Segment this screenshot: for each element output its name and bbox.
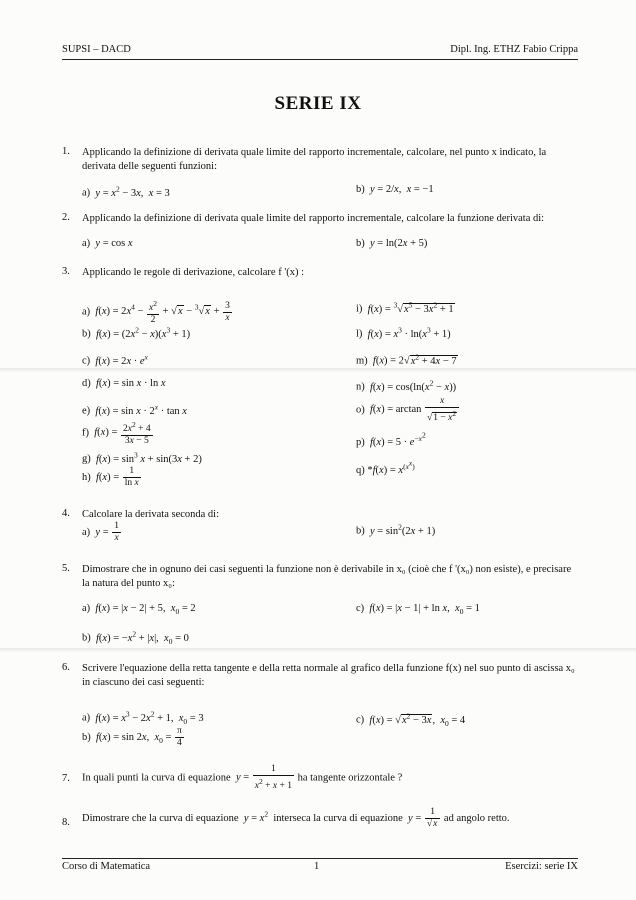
scan-fold	[0, 368, 636, 373]
q5-a-formula: f(x) = |x − 2| + 5, $x_0 = 2$	[95, 603, 196, 617]
q3-q-label: q)	[356, 465, 365, 476]
q7-text-before: In quali punti la curva di equazione	[82, 772, 231, 784]
q4-b-label: b)	[356, 525, 365, 537]
q8-formula-1: $y = x^2$	[243, 809, 269, 824]
header-rule	[62, 59, 578, 60]
q3-m-label: m)	[356, 355, 368, 367]
q3-c-label: c)	[82, 355, 91, 367]
q2-a	[82, 238, 133, 249]
q3-e-label: e)	[82, 405, 91, 417]
q3-c	[82, 352, 148, 367]
q5-c-label: c)	[356, 603, 365, 614]
q3-d	[82, 378, 166, 389]
q3-a-label: a)	[82, 306, 91, 318]
q3-h-formula: f(x) = $\frac{1}{\text{ln x}}$	[96, 466, 139, 488]
q5-a	[82, 603, 196, 616]
q5-text: Dimostrare che in ognuno dei casi seguenti la funzione non è derivabile in x₀ (cioè che f '(x₀) non esiste), e precisare la natura del punto x₀:	[82, 564, 572, 589]
q7-line	[82, 764, 402, 792]
q4-a	[82, 521, 122, 544]
q3-number: 3.	[62, 266, 70, 277]
q8-text-before: Dimostrare che la curva di equazione	[82, 812, 239, 824]
q1-b	[356, 184, 434, 195]
q3-text: Applicando le regole di derivazione, calcolare f '(x) :	[82, 267, 304, 278]
q8-text-after: ad angolo retto.	[443, 812, 510, 824]
q3-h	[82, 466, 142, 489]
q3-n-label: n)	[356, 381, 365, 393]
q3-p	[356, 430, 426, 448]
q2-text: Applicando la definizione di derivata quale limite del rapporto incrementale, calcolare la funzione derivata di:	[82, 213, 545, 224]
q3-i	[356, 300, 455, 315]
q3-d-formula: f(x) = sin x · ln x	[96, 378, 166, 389]
header-right: Dipl. Ing. ETHZ Fabio Crippa	[450, 44, 578, 55]
q8-line	[82, 807, 510, 830]
q8-number: 8.	[62, 817, 70, 828]
header-left: SUPSI – DACD	[62, 44, 131, 55]
q3-d-label: d)	[82, 378, 91, 389]
scan-fold	[0, 648, 636, 653]
page-title: SERIE IX	[274, 93, 362, 114]
q1-a-formula: $y = x^2 - 3x$, x = 3	[95, 184, 170, 199]
q6-b-label: b)	[82, 731, 91, 743]
q2-a-label: a)	[82, 238, 91, 249]
q3-q-formula: $*f(x) = x^{(x^x)}$	[367, 458, 415, 476]
q4-a-formula: y = $\frac{1}{x}$	[95, 521, 120, 543]
q3-p-formula: $f(x) = 5 \cdot e^{-x^2}$	[370, 430, 426, 448]
q3-b	[82, 325, 190, 340]
q6-text: Scrivere l'equazione della retta tangente e della retta normale al grafico della funzione f(x) nel suo punto di ascissa x₀ in ciascuno dei casi seguenti:	[82, 663, 575, 688]
q3-g-label: g)	[82, 453, 91, 465]
q7-formula: y = $\frac{1}{x^2 + x + 1}$	[235, 764, 292, 792]
footer-left: Corso di Matematica	[62, 861, 151, 872]
q3-o-label: o)	[356, 404, 365, 416]
q3-o	[356, 396, 460, 424]
footer-page-number: 1	[314, 861, 320, 872]
footer-right: Esercizi: serie IX	[505, 861, 578, 872]
q3-a-formula: $f(x) = 2x^4$ − $\frac{x^2}{2}$ + √x − $^3$√x + $\frac{3}{x}$	[95, 299, 230, 326]
q3-q	[356, 458, 415, 476]
q3-g	[82, 450, 202, 465]
q6-c-formula: $f(x) = √x^2 - 3x$, $x_0 = 4$	[369, 711, 466, 728]
q2-b-label: b)	[356, 238, 365, 249]
q2-number: 2.	[62, 212, 70, 223]
q5-b-label: b)	[82, 632, 91, 644]
q4-a-label: a)	[82, 526, 91, 538]
q8-text-mid: interseca la curva di equazione	[273, 812, 403, 824]
q1-a	[82, 184, 170, 199]
q6-a-formula: $f(x) = x^3 - 2x^2 + 1$, $x_0 = 3$	[95, 709, 204, 726]
q3-b-label: b)	[82, 328, 91, 340]
q6-b	[82, 726, 185, 749]
q3-f	[82, 419, 154, 447]
q3-n-formula: $f(x) = \cos(\ln(x^2 - x))$	[370, 378, 457, 393]
q3-m-formula: $f(x) = 2√x^2 + 4x - 7$	[372, 352, 457, 367]
q6-c	[356, 711, 465, 728]
q3-b-formula: $f(x) = (2x^2 - x)(x^3 + 1)$	[96, 325, 191, 340]
q4-b-formula: $y = \sin^2(2x + 1)$	[370, 522, 436, 537]
q6-c-label: c)	[356, 714, 365, 726]
q3-i-label: i)	[356, 303, 363, 315]
q3-e-formula: $f(x) = \sin x \cdot 2^x \cdot \tan x$	[95, 402, 187, 417]
q3-f-label: f)	[82, 427, 89, 439]
footer-rule	[62, 858, 578, 859]
q3-n	[356, 378, 456, 393]
q3-l	[356, 325, 451, 340]
q3-o-formula: f(x) = arctan $\frac{x}{√1 - x^2}$	[370, 404, 460, 415]
q5-c	[356, 603, 480, 616]
q1-b-label: b)	[356, 184, 365, 195]
q1-a-label: a)	[82, 187, 91, 199]
q3-l-formula: $f(x) = x^3 \cdot \ln(x^3 + 1)$	[367, 325, 451, 340]
q5-c-formula: f(x) = |x − 1| + ln x, $x_0 = 1$	[369, 603, 480, 617]
q3-m	[356, 352, 458, 367]
q7-text-after: ha tangente orizzontale ?	[297, 772, 403, 784]
q2-b	[356, 238, 427, 249]
q3-i-formula: $f(x) = ^3√x^5 - 3x^2 + 1$	[367, 300, 454, 315]
q6-b-formula: f(x) = sin 2x, $x_0$ = $\frac{\pi}{4}$	[96, 726, 182, 748]
q1-number: 1.	[62, 146, 70, 157]
q4-text: Calcolare la derivata seconda di:	[82, 509, 220, 520]
q2-a-formula: y = cos x	[95, 238, 133, 249]
q3-l-label: l)	[356, 328, 363, 340]
q7-number: 7.	[62, 773, 70, 784]
q3-f-formula: f(x) = $\frac{2x^2 + 4}{3x - 5}$	[94, 420, 151, 447]
q5-number: 5.	[62, 563, 70, 574]
q3-h-label: h)	[82, 471, 91, 483]
q4-number: 4.	[62, 508, 70, 519]
q6-a	[82, 709, 204, 726]
q1-b-formula: y = 2/x, x = −1	[370, 184, 434, 195]
q5-a-label: a)	[82, 603, 91, 614]
q5-b	[82, 629, 189, 646]
q8-formula-2: y = $\frac{1}{√x}$	[405, 813, 441, 824]
q3-p-label: p)	[356, 437, 365, 448]
q3-g-formula: $f(x) = \sin^3 x + \sin(3x + 2)$	[96, 450, 202, 465]
q1-text: Applicando la definizione di derivata quale limite del rapporto incrementale, calcolare, nel punto x indicato, la derivata delle seguenti funzioni:	[82, 147, 547, 172]
q6-a-label: a)	[82, 712, 91, 724]
q6-number: 6.	[62, 662, 70, 673]
q5-b-formula: $f(x) = -x^2 + |x|$, $x_0 = 0$	[96, 629, 189, 646]
q3-c-formula: $f(x) = 2x \cdot e^x$	[95, 352, 148, 367]
q3-a	[82, 298, 233, 326]
q3-e	[82, 402, 187, 417]
q2-b-formula: y = ln(2x + 5)	[370, 238, 428, 249]
q4-b	[356, 522, 435, 537]
